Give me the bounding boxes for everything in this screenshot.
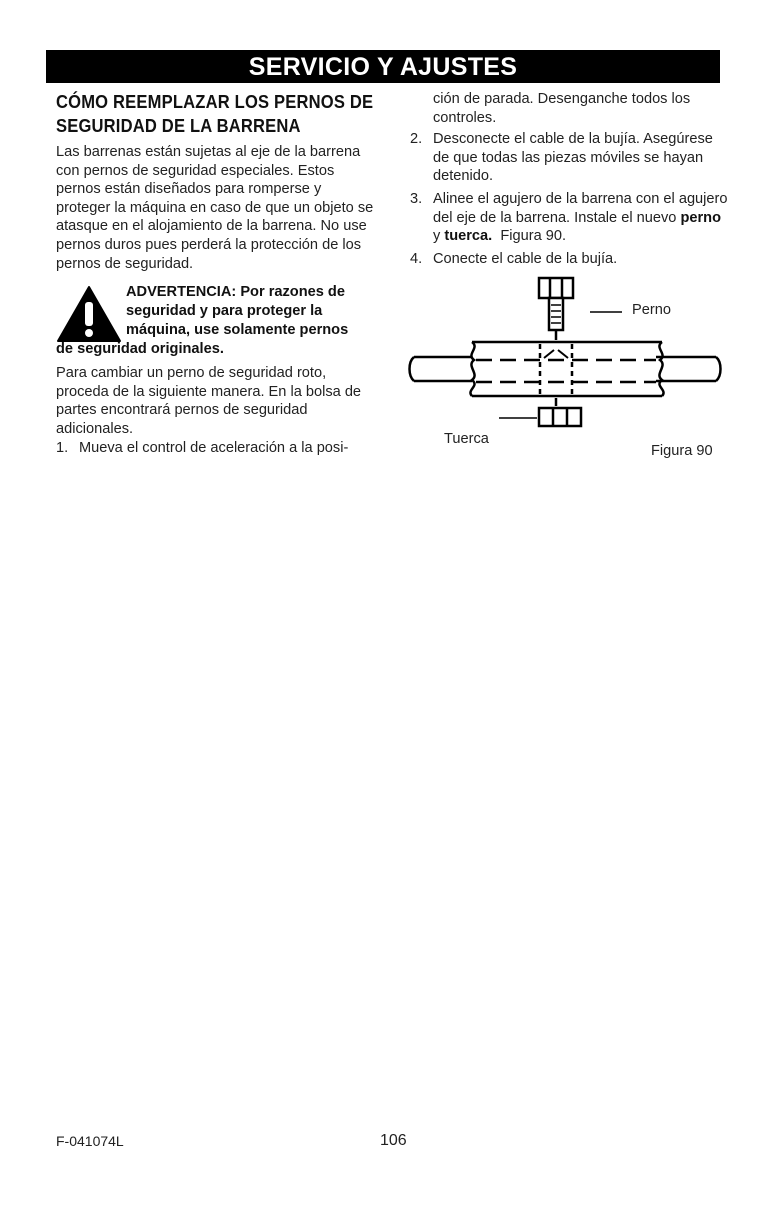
step-text: Alinee el agujero de la barrena con el agujero del eje de la barrena. Instale el nuevo: [433, 190, 728, 226]
bolt-label: Perno: [632, 302, 671, 318]
auger-tube: [470, 342, 663, 396]
list-item: [410, 190, 730, 246]
list-item: [56, 439, 374, 458]
bolt-shank: [549, 298, 563, 340]
steps-list-left: [56, 439, 374, 458]
warning-line-1: ADVERTENCIA: Por razones de: [126, 284, 345, 301]
bolt-term: perno: [680, 209, 722, 226]
nut-term: tuerca.: [444, 228, 493, 245]
figure-reference: Figura 90.: [500, 228, 567, 245]
figure-90: [404, 270, 734, 470]
warning-block: [56, 283, 374, 358]
section-banner: SERVICIO Y AJUSTES: [46, 50, 720, 83]
right-shaft: [656, 357, 721, 381]
warning-line-4: de seguridad originales.: [56, 341, 224, 358]
intro-paragraph: Las barrenas están sujetas al eje de la barrena con pernos de seguridad especiales. Estos pernos están diseñados para romperse y proteger la máquina en caso de que un objeto se atasque en el alojamiento de la barrena. No use pernos duros pues perderá la protección de los pernos de seguridad.: [56, 144, 374, 272]
nut-label: Tuerca: [444, 431, 489, 447]
left-shaft: [410, 357, 473, 381]
bolt-hole-dashed: [540, 344, 572, 394]
figure-caption: Figura 90: [651, 443, 713, 459]
replace-paragraph: Para cambiar un perno de seguridad roto, proceda de la siguiente manera. En la bolsa de partes encontrará pernos de seguridad adicionales.: [56, 365, 362, 437]
list-item: [410, 130, 730, 186]
step-number: 4.: [410, 250, 423, 267]
step-number: 2.: [410, 131, 423, 148]
warning-triangle-icon: [56, 285, 122, 343]
right-column: [410, 90, 730, 268]
warning-line-3: máquina, use solamente pernos: [126, 322, 349, 339]
section-heading: CÓMO REEMPLAZAR LOS PERNOS DE SEGURIDAD DE LA BARRENA: [56, 92, 374, 136]
step-text: Desconecte el cable de la bujía. Asegúrese de que todas las piezas móviles se hayan detenido.: [433, 131, 713, 185]
step-number: 3.: [410, 190, 423, 207]
list-item: [410, 250, 730, 269]
and-word: y: [433, 228, 441, 245]
warning-line-2: seguridad y para proteger la: [126, 303, 323, 320]
left-column: [56, 90, 374, 457]
nut: [539, 398, 581, 426]
step-text: Conecte el cable de la bujía.: [433, 250, 618, 267]
step-number: 1.: [56, 439, 69, 456]
steps-list-right: [410, 130, 730, 268]
document-code: F-041074L: [56, 1133, 124, 1149]
step-1-continued: ción de parada. Desenganche todos los controles.: [433, 91, 691, 126]
step-text: Mueva el control de aceleración a la posi-: [79, 439, 349, 456]
inner-shaft-dashed: [476, 360, 656, 382]
page-number: 106: [380, 1132, 407, 1149]
bolt-head: [539, 278, 573, 298]
